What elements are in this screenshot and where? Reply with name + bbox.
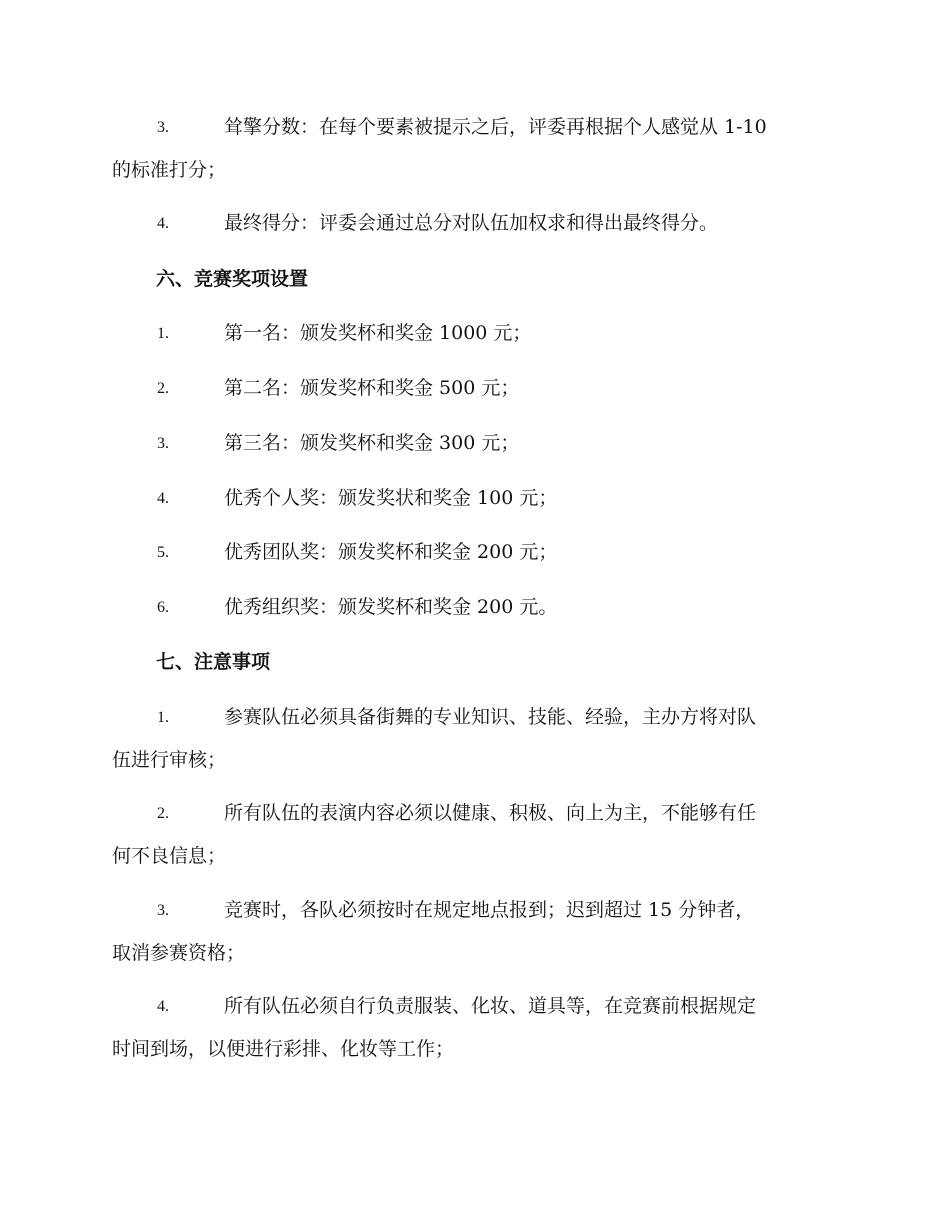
item-number: 6. xyxy=(157,599,169,616)
item-number: 3. xyxy=(157,119,169,136)
item-number: 3. xyxy=(157,902,169,919)
item-text-continued: 时间到场，以便进行彩排、化妆等工作； xyxy=(112,1038,455,1060)
item-number: 4. xyxy=(157,998,169,1015)
item-text: 参赛队伍必须具备街舞的专业知识、技能、经验，主办方将对队 xyxy=(224,706,757,728)
item-text: 优秀团队奖：颁发奖杯和奖金 200 元； xyxy=(224,541,558,563)
item-text: 优秀个人奖：颁发奖状和奖金 100 元； xyxy=(224,487,558,509)
item-text: 第二名：颁发奖杯和奖金 500 元； xyxy=(224,377,520,399)
item-number: 4. xyxy=(157,490,169,507)
section-heading-notes: 七、注意事项 xyxy=(156,651,271,673)
item-text: 所有队伍必须自行负责服装、化妆、道具等，在竞赛前根据规定 xyxy=(224,995,757,1017)
item-text: 优秀组织奖：颁发奖杯和奖金 200 元。 xyxy=(224,596,558,618)
item-text-continued: 的标准打分； xyxy=(112,159,227,181)
item-text-continued: 取消参赛资格； xyxy=(112,942,246,964)
item-number: 5. xyxy=(157,544,169,561)
item-number: 4. xyxy=(157,215,169,232)
item-number: 2. xyxy=(157,380,169,397)
item-text: 所有队伍的表演内容必须以健康、积极、向上为主，不能够有任 xyxy=(224,802,757,824)
item-number: 2. xyxy=(157,805,169,822)
item-text: 最终得分：评委会通过总分对队伍加权求和得出最终得分。 xyxy=(224,212,719,234)
item-number: 3. xyxy=(157,435,169,452)
item-text: 耸擎分数：在每个要素被提示之后，评委再根据个人感觉从 1-10 xyxy=(224,116,767,138)
item-text: 第三名：颁发奖杯和奖金 300 元； xyxy=(224,432,520,454)
item-text: 竞赛时，各队必须按时在规定地点报到；迟到超过 15 分钟者， xyxy=(224,899,755,921)
item-number: 1. xyxy=(157,709,169,726)
item-number: 1. xyxy=(157,325,169,342)
section-heading-awards: 六、竞赛奖项设置 xyxy=(156,268,309,290)
item-text: 第一名：颁发奖杯和奖金 1000 元； xyxy=(224,322,532,344)
item-text-continued: 何不良信息； xyxy=(112,845,227,867)
item-text-continued: 伍进行审核； xyxy=(112,749,227,771)
